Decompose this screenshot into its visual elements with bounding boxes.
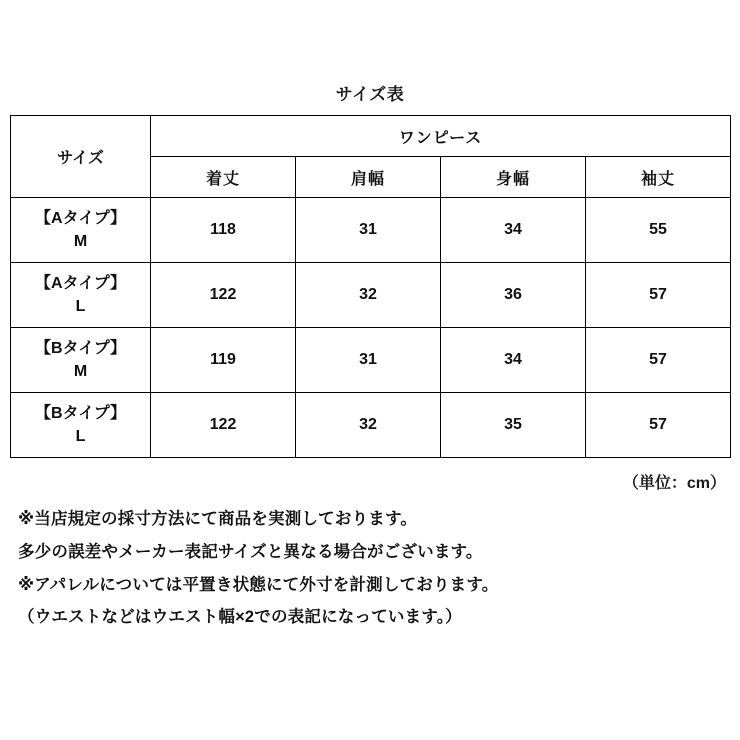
row-label-line2: L <box>75 298 86 315</box>
row-label-line1: 【Aタイプ】 <box>35 274 126 292</box>
header-group-onepiece: ワンピース <box>151 116 731 157</box>
cell-sleeve: 57 <box>586 263 731 328</box>
table-body <box>11 198 731 458</box>
row-label-line2: M <box>73 363 88 380</box>
cell-bust: 34 <box>441 198 586 263</box>
row-label-line2: M <box>73 233 88 250</box>
table-row <box>11 328 731 393</box>
header-column-sleeve: 袖丈 <box>586 157 731 198</box>
note-line-3: ※アパレルについては平置き状態にて外寸を計測しております。 <box>18 575 499 594</box>
page-title: サイズ表 <box>335 85 405 104</box>
note-line-1: ※当店規定の採寸方法にて商品を実測しております。 <box>18 510 418 528</box>
header-row-group <box>11 116 731 157</box>
table-row <box>11 393 731 458</box>
cell-shoulder: 32 <box>296 393 441 458</box>
cell-sleeve: 55 <box>586 198 731 263</box>
cell-bust: 36 <box>441 263 586 328</box>
cell-length: 122 <box>151 263 296 328</box>
cell-bust: 35 <box>441 393 586 458</box>
size-table-container <box>0 115 740 458</box>
cell-bust: 34 <box>441 328 586 393</box>
header-column-bust: 身幅 <box>441 157 586 198</box>
header-size: サイズ <box>11 116 151 198</box>
note-line-2: 多少の誤差やメーカー表記サイズと異なる場合がございます。 <box>18 542 483 561</box>
row-label-line1: 【Bタイプ】 <box>35 339 126 357</box>
cell-shoulder: 31 <box>296 198 441 263</box>
table-row <box>11 198 731 263</box>
header-column-length: 着丈 <box>151 157 296 198</box>
row-label-line1: 【Aタイプ】 <box>35 209 126 227</box>
row-label-a-l <box>11 263 151 328</box>
row-label-line2: L <box>75 428 86 445</box>
row-label-line1: 【Bタイプ】 <box>35 404 126 422</box>
cell-sleeve: 57 <box>586 393 731 458</box>
cell-length: 118 <box>151 198 296 263</box>
cell-length: 122 <box>151 393 296 458</box>
cell-length: 119 <box>151 328 296 393</box>
header-column-shoulder: 肩幅 <box>296 157 441 198</box>
row-label-b-m <box>11 328 151 393</box>
row-label-b-l <box>11 393 151 458</box>
unit-note: （単位：cm） <box>622 475 726 492</box>
cell-shoulder: 31 <box>296 328 441 393</box>
cell-sleeve: 57 <box>586 328 731 393</box>
table-row <box>11 263 731 328</box>
size-table <box>10 115 731 458</box>
cell-shoulder: 32 <box>296 263 441 328</box>
table-head <box>11 116 731 198</box>
note-line-4: （ウエストなどはウエスト幅×2での表記になっています。） <box>18 608 462 627</box>
row-label-a-m <box>11 198 151 263</box>
measurement-notes <box>0 493 740 630</box>
